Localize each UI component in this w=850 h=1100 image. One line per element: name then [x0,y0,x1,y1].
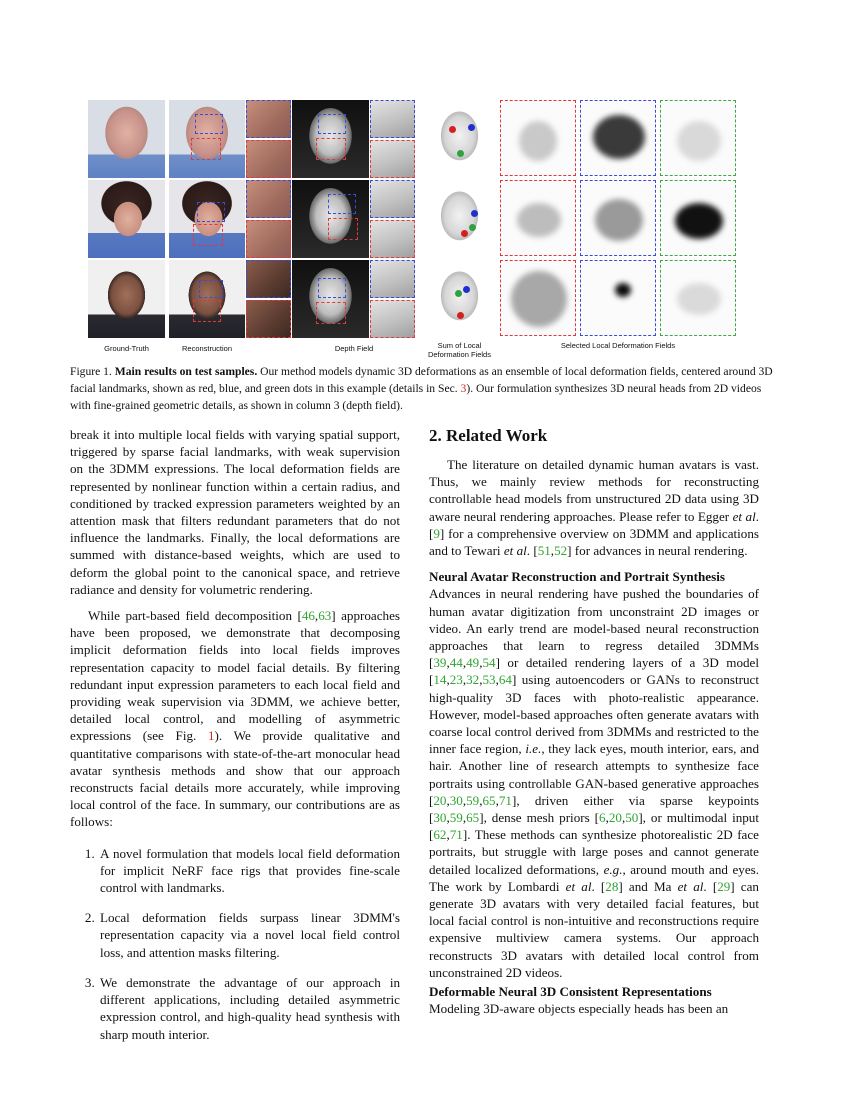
label-ground-truth: Ground-Truth [104,344,149,353]
citation-link[interactable]: 28 [605,878,619,894]
deformation-blob [519,121,557,161]
text: e.g. [603,861,623,877]
label-depth-field: Depth Field [334,344,374,353]
citation-link[interactable]: 59 [466,792,480,808]
red-landmark-dot [457,312,464,319]
label-selected-local: Selected Local Deformation Fields [560,341,676,350]
citation-link[interactable]: 39 [433,655,447,671]
text: ] and Ma [618,878,678,894]
text: ] for advances in neural rendering. [567,543,748,559]
citation-link[interactable]: 71 [449,827,463,843]
paragraph-deformable [429,983,759,1017]
blue-frame [246,260,291,298]
text: ]. These methods can synthesize photorealistic 2D face portraits, but struggle with large poses and cannot generate detailed localized deformations, [429,827,759,877]
paragraph-contrib [70,607,400,831]
text: ] can generate 3D avatars with very detailed facial features, but local facial control is non-intuitive and reconstructions require expensive multiview camera systems. Our approach reconstructs 3D avatars with detailed local control from unconstrained 2D videos. [429,878,759,980]
citation-link[interactable]: 49 [466,655,480,671]
red-frame [370,300,415,338]
paragraph-intro: break it into multiple local fields with varying spatial support, triggered by sparse facial landmarks, with weak supervision on the 3DMM expressions. The local deformation fields are represented by nonlinear function within a certain radius, and conditioned by tracked expression parameters weighted by an attention mask that filters redundant parameters that do not influence the landmarks. Finally, the local deformations are summed with distance-based weights, which are used to deform the global point to the canonical space, and retrieve radiance and density for volumetric rendering. [70,427,400,597]
sum-field-image-1 [421,100,498,178]
green-landmark-dot [457,150,464,157]
text: ], driven either via sparse keypoints [ [429,792,759,826]
local-field-green-2 [660,180,736,256]
reconstruction-image-2 [169,180,245,258]
text: , they lack eyes, mouth interior, ears, and hair. Another line of research attempts to synthesize face portraits using controllable GAN-based generative approaches [ [429,741,759,808]
runin-heading: Deformable Neural 3D Consistent Representations [429,984,712,1000]
citation-link[interactable]: 9 [433,525,440,541]
figure-1 [88,98,748,360]
citation-link[interactable]: 30 [449,792,463,808]
red-landmark-dot [461,230,468,237]
blue-landmark-dot [468,124,475,131]
depth-crop-red-2 [370,220,415,258]
caption-body-1: Our method models dynamic 3D deformations as an ensemble of local deformation fields, centered around 3D facial landmarks, shown as red, blue, and green dots in this example (details in Sec. [70,365,773,395]
red-box [316,302,346,324]
deformation-blob [593,115,645,159]
red-box [191,138,221,160]
text: The literature on detailed dynamic human avatars is vast. Thus, we mainly review methods for reconstructing controllable head models from unstructured 2D data using 3D aware neural rendering approaches. Please refer to Egger [429,457,759,524]
sum-field-image-3 [421,260,498,338]
text: While part-based field decomposition [ [88,608,302,624]
citation-link[interactable]: 65 [482,792,496,808]
citation-link[interactable]: 53 [482,672,496,688]
text: et al [565,878,592,894]
list-item: 2. Local deformation fields surpass linear 3DMM's representation capacity via a novel local field control loss, and attention masks filtering. [98,909,400,961]
text: ], dense mesh priors [ [479,810,600,826]
crop-red-2 [246,220,291,258]
blue-frame [370,180,415,218]
text: . [ [429,508,759,541]
citation-link[interactable]: 29 [717,878,731,894]
reconstruction-image-1 [169,100,245,178]
right-column [429,426,759,1018]
citation-link[interactable]: 14 [433,672,447,688]
ground-truth-image-3 [88,260,165,338]
deformation-blob [677,121,721,161]
red-frame [246,220,291,258]
citation-link[interactable]: 6 [599,810,606,826]
left-column [70,426,400,1056]
reconstruction-image-3 [169,260,245,338]
local-field-green-1 [660,100,736,176]
blue-frame [246,100,291,138]
section-heading: 2. Related Work [429,426,548,445]
depth-crop-red-1 [370,140,415,178]
blue-landmark-dot [463,286,470,293]
text: ] approaches have been proposed, we demonstrate that decomposing implicit deformation fields into local fields improves representation capacity to model facial details. By filtering redundant input expression parameters to each local field and providing weak supervision via 3DMM, we achieve better, detailed local control, and modelling of asymmetric expressions (see Fig. [70,608,400,744]
crop-red-1 [246,140,291,178]
depth-image-2 [292,180,369,258]
citation-link[interactable]: 59 [449,810,463,826]
red-frame [370,220,415,258]
ground-truth-image-2 [88,180,165,258]
deformation-blob [675,203,723,239]
figure-ref-link[interactable]: 1 [208,728,215,744]
blue-box [199,280,223,298]
red-landmark-dot [449,126,456,133]
text: Modeling 3D-aware objects especially heads has been an [429,1001,729,1017]
blue-box [328,194,356,214]
text: . [ [703,878,718,894]
contributions-list [70,845,400,1043]
sum-field-image-2 [421,180,498,258]
citation-link[interactable]: 20 [433,792,447,808]
local-field-blue-1 [580,100,656,176]
red-box [316,138,346,160]
blue-box [318,114,346,134]
deformation-blob [615,283,631,297]
section-ref-link[interactable]: 3 [460,382,467,395]
citation-link[interactable]: 44 [449,655,463,671]
local-field-blue-3 [580,260,656,336]
blue-frame [246,180,291,218]
citation-link[interactable]: 62 [433,827,447,843]
text: , around mouth and eyes. The work by Lombardi [429,861,759,894]
local-field-blue-2 [580,180,656,256]
depth-crop-blue-3 [370,260,415,298]
citation-link[interactable]: 64 [498,672,512,688]
depth-image-1 [292,100,369,178]
local-field-red-3 [500,260,576,336]
runin-heading: Neural Avatar Reconstruction and Portrait Synthesis [429,569,725,585]
text: . [ [591,878,606,894]
list-item: 1. A novel formulation that models local field deformation for implicit NeRF face rigs that provides fine-scale control with landmarks. [98,845,400,897]
citation-link[interactable]: 50 [625,810,639,826]
green-landmark-dot [469,224,476,231]
citation-link[interactable]: 65 [466,810,480,826]
citation-link[interactable]: 46 [301,608,315,624]
deformation-blob [511,271,567,327]
blue-landmark-dot [471,210,478,217]
label-reconstruction: Reconstruction [181,344,233,353]
text: ] for a comprehensive overview on 3DMM and applications and to Tewari [429,525,759,559]
red-frame [246,300,291,338]
figure-caption [70,363,780,414]
caption-body-2: ). Our formulation synthesizes 3D neural heads from 2D videos with fine-grained geometric details, as shown in column 3 (depth field). [70,382,762,412]
red-frame [246,140,291,178]
blue-box [197,202,225,222]
paragraph-neural-avatar: Neural Avatar Reconstruction and Portrait Synthesis Advances in neural rendering have pushed the boundaries of human avatar digitization from unconstraint 2D images or video. An early trend are model-based neural reconstruction approaches that learn to regress detailed 3DMMs [39,44,49,54] or detailed rendering layers of a 3D model [14,23,32,53,64] using autoencoders or GANs to reconstruct high-quality 3D faces with photo-realistic appearance. However, model-based approaches often generate avatars with coarse local control derived from 3DMMs and restricted to the inner face region, i.e., they lack eyes, mouth interior, ears, and hair. Another line of research attempts to synthesize face portraits using controllable GAN-based generative approaches [20,30,59,65,71], driven either via sparse keypoints [30,59,65], dense mesh priors [6,20,50], or multimodal input [62,71]. These methods can synthesize photorealistic 2D face portraits, but struggle with large poses and cannot generate detailed localized deformations, e.g., around mouth and eyes. The work by Lombardi et al. [28] and Ma et al. [29] can generate 3D avatars with very detailed facial features, but local facial control is non-intuitive and reconstructions require expensive multiview camera systems. Our approach reconstructs 3D avatars with detailed local control from unconstrained 2D videos. [429,569,759,980]
blue-frame [370,100,415,138]
red-box [193,300,221,322]
depth-crop-red-3 [370,300,415,338]
citation-link[interactable]: 30 [433,810,447,826]
label-sum-local-line2: Deformation Fields [428,350,491,359]
depth-image-3 [292,260,369,338]
paragraph-related: The literature on detailed dynamic human avatars is vast. Thus, we mainly review methods for reconstructing controllable head models from unstructured 2D data using 3D aware neural rendering approaches. Please refer to Egger et al. [9] for a comprehensive overview on 3DMM and applications and to Tewari et al. [51,52] for advances in neural rendering. [429,457,759,559]
citation-link[interactable]: 32 [466,672,480,688]
citation-link[interactable]: 52 [554,543,568,559]
text: , [314,608,319,624]
caption-title: Main results on test samples. [114,365,258,378]
deformation-blob [677,283,721,315]
text: ). We provide qualitative and quantitative comparisons with state-of-the-art monocular head avatar synthesis methods and show that our approach reconstructs facial details more accurately, while improving local control of the face. In summary, our contributions are as follows: [70,728,400,830]
local-field-red-2 [500,180,576,256]
citation-link[interactable]: 54 [482,655,496,671]
label-sum-local-line1: Sum of Local [437,341,482,350]
text: . [ [526,543,538,559]
text: ] or detailed rendering layers of a 3D model [ [429,655,759,688]
citation-link[interactable]: 63 [318,608,332,624]
citation-link[interactable]: 23 [449,672,463,688]
depth-crop-blue-1 [370,100,415,138]
crop-blue-3 [246,260,291,298]
depth-crop-blue-2 [370,180,415,218]
citation-link[interactable]: 71 [498,792,512,808]
crop-blue-2 [246,180,291,218]
text: i.e. [525,741,542,757]
list-item: 3. We demonstrate the advantage of our approach in different applications, including detailed asymmetric expression control, and high-quality head synthesis with sharp mouth interior. [98,974,400,1043]
text: et al [732,508,756,524]
text: ] using autoencoders or GANs to reconstruct high-quality 3D faces with photo-realistic appearance. However, model-based approaches often generate avatars with coarse local control derived from 3DMMs and restricted to the inner face region, [429,672,759,757]
blue-box [318,278,346,298]
deformation-blob [517,203,561,237]
caption-prefix: Figure 1. [70,365,115,378]
blue-frame [370,260,415,298]
local-field-red-1 [500,100,576,176]
citation-link[interactable]: 20 [608,810,622,826]
red-box [193,224,223,246]
green-landmark-dot [455,290,462,297]
citation-link[interactable]: 51 [537,543,551,559]
deformation-blob [595,199,643,241]
text: et al [677,878,704,894]
blue-box [195,114,223,134]
text: et al [503,543,527,559]
red-box [328,218,358,240]
ground-truth-image-1 [88,100,165,178]
text: ], or multimodal input [ [429,810,759,843]
crop-blue-1 [246,100,291,138]
red-frame [370,140,415,178]
crop-red-3 [246,300,291,338]
local-field-green-3 [660,260,736,336]
text: Advances in neural rendering have pushed the boundaries of human avatar digitization from unconstraint 2D images or video. An early trend are model-based neural reconstruction approaches that learn to regress detailed 3DMMs [ [429,586,759,671]
